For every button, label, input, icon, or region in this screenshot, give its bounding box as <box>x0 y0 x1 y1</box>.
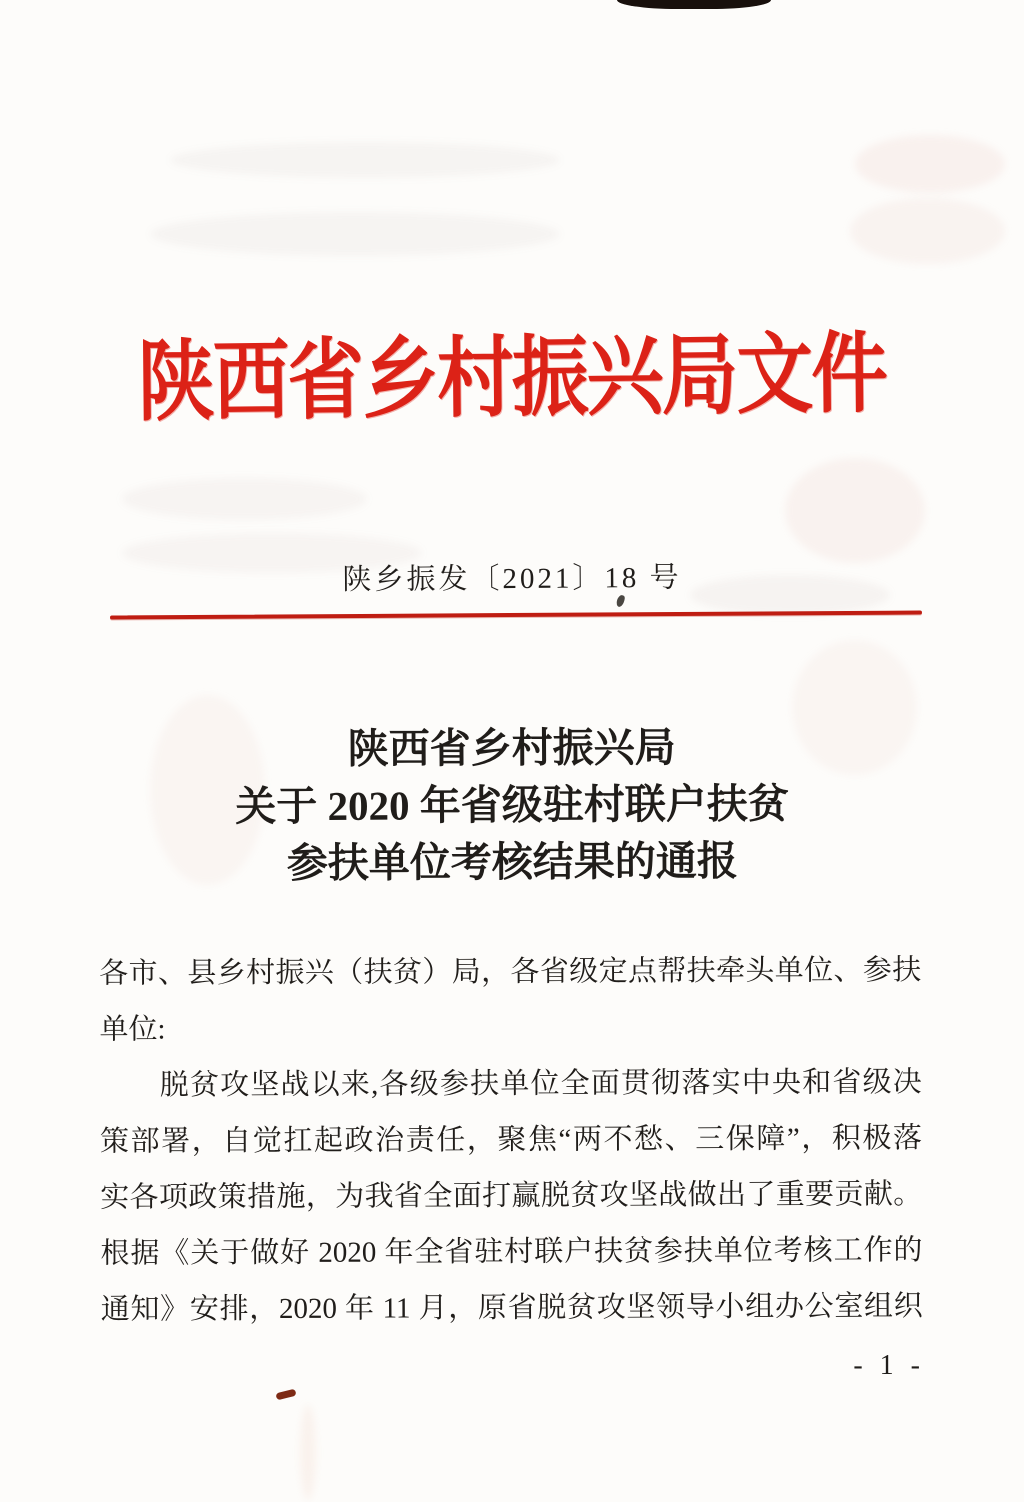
pen-mark <box>275 1389 296 1401</box>
body-line: 通知》安排，2020 年 11 月，原省脱贫攻坚领导小组办公室组织 <box>100 1290 923 1326</box>
document-title-line: 陕西省乡村振兴局 <box>347 724 676 772</box>
body-line: 脱贫攻坚战以来,各级参扶单位全面贯彻落实中央和省级决 <box>159 1066 922 1102</box>
document-number: 陕乡振发〔2021〕18 号 <box>342 561 682 597</box>
body-line: 实各项政策措施，为我省全面打赢脱贫攻坚战做出了重要贡献。 <box>100 1178 923 1214</box>
body-line: 根据《关于做好 2020 年全省驻村联户扶贫参扶单位考核工作的 <box>100 1234 923 1270</box>
document-title <box>0 717 1024 893</box>
document-body <box>99 942 923 1338</box>
red-divider-line <box>110 611 922 620</box>
bleed-through-smudge <box>785 458 925 563</box>
bleed-through-smudge <box>850 198 1005 264</box>
agency-letterhead-title: 陕西省乡村振兴局文件 <box>137 326 887 433</box>
bleed-through-smudge <box>855 135 1005 193</box>
salutation-line: 单位: <box>99 1013 166 1046</box>
document-title-line: 关于 2020 年省级驻村联户扶贫 <box>235 780 789 830</box>
bleed-through-smudge <box>150 212 560 256</box>
bleed-through-smudge <box>300 1405 316 1500</box>
page-number: - 1 - <box>853 1350 925 1381</box>
body-line: 策部署，自觉扛起政治责任，聚焦“两不愁、三保障”，积极落 <box>99 1122 923 1158</box>
scanner-edge-artifact <box>617 0 771 9</box>
bleed-through-smudge <box>170 142 560 178</box>
bleed-through-smudge <box>122 478 367 520</box>
salutation-line: 各市、县乡村振兴（扶贫）局，各省级定点帮扶牵头单位、参扶 <box>99 954 922 990</box>
document-title-line: 参扶单位考核结果的通报 <box>286 837 738 887</box>
